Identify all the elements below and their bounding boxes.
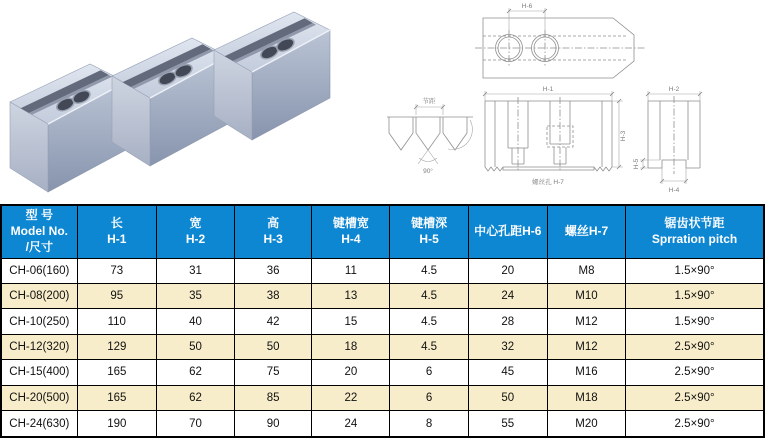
- table-cell: M16: [547, 360, 625, 385]
- table-cell: CH-06(160): [1, 258, 77, 283]
- table-cell: 55: [468, 411, 547, 437]
- dim-label-h4: H-4: [668, 187, 680, 194]
- serration-detail: [387, 96, 473, 175]
- table-cell: M18: [547, 385, 625, 410]
- top-view: [475, 3, 645, 78]
- table-cell: 50: [156, 334, 234, 359]
- table-cell: 50: [235, 334, 312, 359]
- table-cell: 70: [156, 411, 234, 437]
- table-cell: 2.5×90°: [626, 385, 764, 410]
- col-header: 宽 H-2: [156, 205, 234, 258]
- table-cell: 40: [156, 309, 234, 334]
- table-cell: 90: [235, 411, 312, 437]
- table-cell: 31: [156, 258, 234, 283]
- table-cell: 73: [77, 258, 156, 283]
- table-cell: 85: [235, 385, 312, 410]
- table-cell: 4.5: [390, 258, 468, 283]
- table-head: [1, 205, 764, 258]
- col-header: 中心孔距H-6: [468, 205, 547, 258]
- table-cell: 38: [235, 283, 312, 308]
- table-cell: CH-15(400): [1, 360, 77, 385]
- table-cell: 6: [390, 385, 468, 410]
- col-header: 高 H-3: [235, 205, 312, 258]
- table-cell: 50: [468, 385, 547, 410]
- table-cell: 4.5: [390, 283, 468, 308]
- table-cell: 18: [312, 334, 390, 359]
- technical-drawing: [387, 3, 702, 194]
- table-cell: 11: [312, 258, 390, 283]
- table-cell: 28: [468, 309, 547, 334]
- jaw-block: [214, 12, 330, 140]
- table-cell: M10: [547, 283, 625, 308]
- table-cell: 62: [156, 385, 234, 410]
- dim-label-h6: H-6: [521, 3, 533, 10]
- table-cell: 1.5×90°: [626, 258, 764, 283]
- table-cell: 22: [312, 385, 390, 410]
- table-cell: 95: [77, 283, 156, 308]
- table-cell: 110: [77, 309, 156, 334]
- table-row: [1, 411, 764, 437]
- table-row: [1, 309, 764, 334]
- table-cell: 15: [312, 309, 390, 334]
- table-cell: 2.5×90°: [626, 411, 764, 437]
- product-photo: [10, 12, 330, 192]
- header-row: [1, 205, 764, 258]
- table-row: [1, 334, 764, 359]
- table-cell: M12: [547, 334, 625, 359]
- dim-label-h5: H-5: [633, 158, 640, 170]
- table-cell: 2.5×90°: [626, 360, 764, 385]
- side-view: [633, 86, 702, 194]
- table-cell: 2.5×90°: [626, 334, 764, 359]
- table-cell: 45: [468, 360, 547, 385]
- table-cell: CH-20(500): [1, 385, 77, 410]
- table-cell: M20: [547, 411, 625, 437]
- table-cell: 42: [235, 309, 312, 334]
- table-cell: 1.5×90°: [626, 283, 764, 308]
- table-row: [1, 258, 764, 283]
- table-cell: M12: [547, 309, 625, 334]
- front-view: [483, 86, 627, 186]
- table-cell: 8: [390, 411, 468, 437]
- table-cell: 6: [390, 360, 468, 385]
- table-cell: 32: [468, 334, 547, 359]
- dim-label-pitch: 节距: [422, 98, 436, 105]
- table-cell: CH-24(630): [1, 411, 77, 437]
- table-row: [1, 283, 764, 308]
- table-row: [1, 385, 764, 410]
- table-row: [1, 360, 764, 385]
- table-cell: 35: [156, 283, 234, 308]
- table-cell: 20: [468, 258, 547, 283]
- screw-hole-label: 螺丝孔 H-7: [532, 179, 564, 186]
- dim-label-h3: H-3: [620, 130, 627, 142]
- table-cell: 20: [312, 360, 390, 385]
- dim-label-h1: H-1: [542, 86, 554, 93]
- table-cell: 1.5×90°: [626, 309, 764, 334]
- dim-label-angle: 90°: [423, 168, 433, 175]
- table-cell: 24: [312, 411, 390, 437]
- table-cell: 190: [77, 411, 156, 437]
- jaw-block: [10, 64, 126, 192]
- spec-table: [0, 204, 765, 438]
- table-cell: 36: [235, 258, 312, 283]
- table-body: [1, 258, 764, 437]
- table-cell: 165: [77, 385, 156, 410]
- table-cell: 4.5: [390, 309, 468, 334]
- table-cell: 24: [468, 283, 547, 308]
- table-cell: M8: [547, 258, 625, 283]
- col-header: 长 H-1: [77, 205, 156, 258]
- table-cell: 165: [77, 360, 156, 385]
- jaw-block: [112, 38, 228, 166]
- table-cell: CH-10(250): [1, 309, 77, 334]
- table-cell: 75: [235, 360, 312, 385]
- col-header: 型 号 Model No. /尺寸: [1, 205, 77, 258]
- table-cell: 4.5: [390, 334, 468, 359]
- top-graphics: [0, 0, 765, 204]
- table-cell: CH-08(200): [1, 283, 77, 308]
- table-cell: CH-12(320): [1, 334, 77, 359]
- table-cell: 129: [77, 334, 156, 359]
- dim-label-h2: H-2: [668, 86, 680, 93]
- col-header: 键槽宽 H-4: [312, 205, 390, 258]
- col-header: 锯齿状节距 Sprration pitch: [626, 205, 764, 258]
- table-cell: 13: [312, 283, 390, 308]
- table-cell: 62: [156, 360, 234, 385]
- col-header: 键槽深 H-5: [390, 205, 468, 258]
- col-header: 螺丝H-7: [547, 205, 625, 258]
